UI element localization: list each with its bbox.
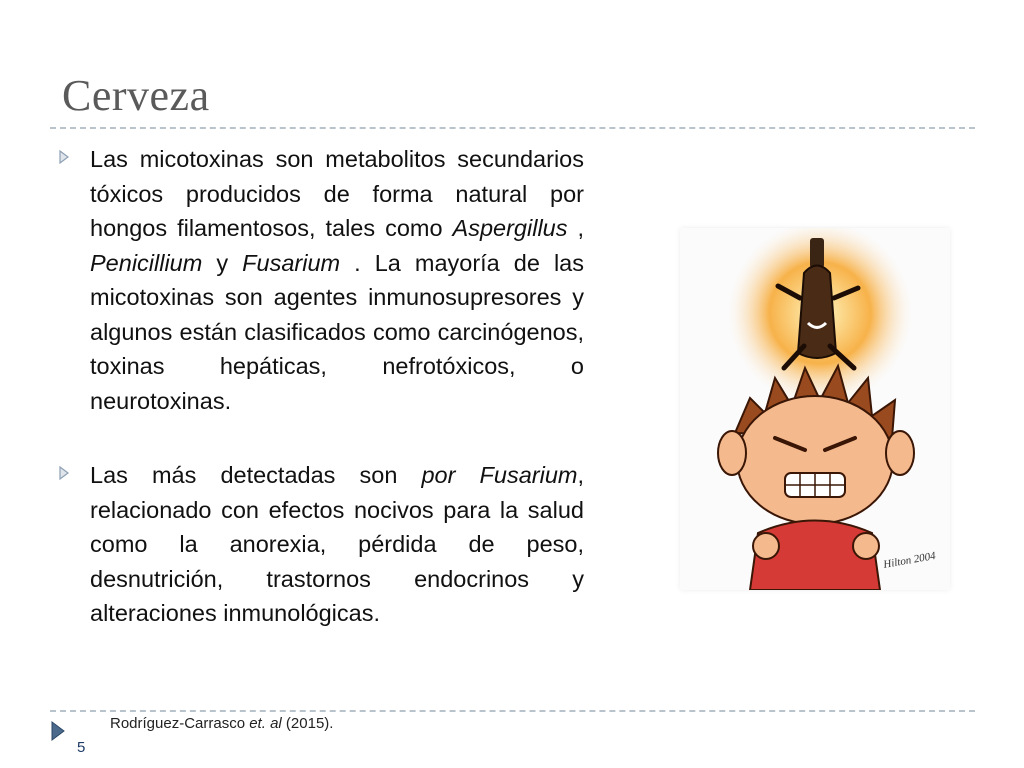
bullet-item xyxy=(58,142,584,418)
citation: Rodríguez-Carrasco et. al (2015). xyxy=(110,715,334,732)
corner-arrow-icon xyxy=(50,721,66,746)
genus-penicillium: Penicillium xyxy=(90,249,203,276)
illustration-signature: Hilton 2004 xyxy=(882,549,937,571)
cartoon-headache-beer-icon xyxy=(680,228,950,590)
title-divider xyxy=(50,127,975,129)
genus-fusarium: Fusarium xyxy=(242,249,341,276)
slide-body xyxy=(58,142,584,671)
bullet-text: Las más detectadas son por Fusarium, relacionado con efectos nocivos para la salud como la anorexia, pérdida de peso, desnutrición, trastornos endocrinos y alteraciones inmunológicas. xyxy=(90,462,584,626)
genus-aspergillus: Aspergillus xyxy=(452,215,568,241)
bullet-item xyxy=(58,458,584,631)
bullet-arrow-icon xyxy=(58,142,90,418)
bullet-text: Las micotoxinas son metabolitos secundarios tóxicos producidos de forma natural por hongos filamentosos, tales como Aspergillus , Penicillium y Fusarium . La mayoría de las micotoxinas son agentes inmunosupresores y algunos están clasificados como carcinógenos, toxinas hepáticas, nefrotóxicos, o neurotoxinas. xyxy=(90,146,584,414)
slide-number: 5 xyxy=(77,739,86,756)
footer-divider xyxy=(50,710,975,712)
bullet-arrow-icon xyxy=(58,458,90,631)
slide-title: Cerveza xyxy=(62,71,210,120)
